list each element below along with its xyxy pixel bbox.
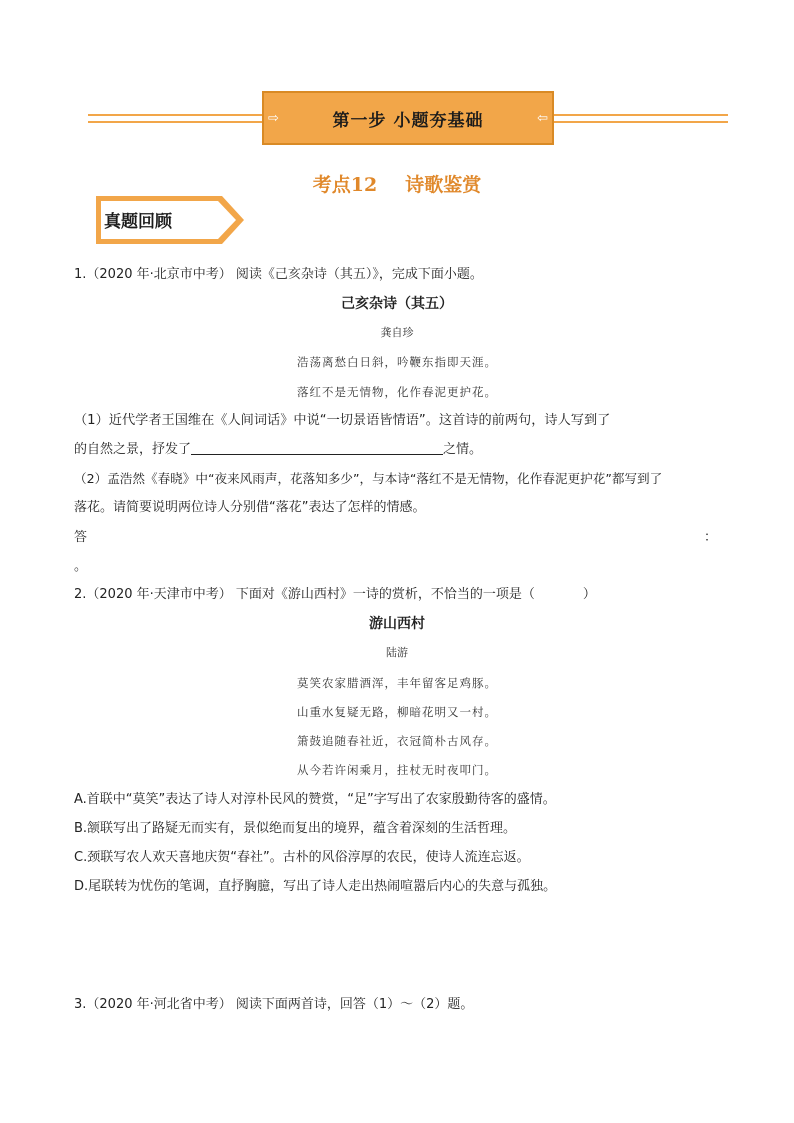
q2-poem-line-2: 山重水复疑无路，柳暗花明又一村。: [297, 705, 497, 719]
q2-poem-author: 陆游: [386, 646, 408, 659]
q2-poem-line-3: 箫鼓追随春社近，衣冠简朴古风存。: [297, 734, 497, 748]
q1-sub2-line2: 落花。请简要说明两位诗人分别借“落花”表达了怎样的情感。: [74, 500, 426, 515]
q2-option-a[interactable]: A.首联中“莫笑”表达了诗人对淳朴民风的赞赏，“足”字写出了农家殷勤待客的盛情。: [74, 792, 556, 807]
arrow-left-icon: ⇦: [537, 111, 548, 126]
q1-answer-label: 答: [74, 530, 88, 545]
q1-sub1-line2: [74, 440, 482, 460]
q2-poem-line-4: 从今若许闲乘月，拄杖无时夜叩门。: [297, 763, 497, 777]
banner-line-left-bottom: [88, 121, 262, 123]
banner-line-left-top: [88, 114, 262, 116]
q1-sub1-line1: （1）近代学者王国维在《人间词话》中说“一切景语皆情语”。这首诗的前两句，诗人写到了: [74, 413, 611, 428]
q1-answer-colon: ：: [704, 530, 718, 545]
q2-option-c[interactable]: C.颈联写农人欢天喜地庆贺“春社”。古朴的风俗淳厚的农民，使诗人流连忘返。: [74, 850, 530, 865]
q1-sub2-line1: （2）孟浩然《春晓》中“夜来风雨声，花落知多少”，与本诗“落红不是无情物，化作春泥更护花”都写到了: [74, 471, 663, 486]
section-tag-label: 真题回顾: [104, 212, 172, 232]
q2-stem: [74, 585, 596, 605]
q2-option-d[interactable]: D.尾联转为忧伤的笔调，直抒胸臆，写出了诗人走出热闹喧嚣后内心的失意与孤独。: [74, 879, 557, 894]
topic-number: 考点12: [312, 174, 378, 196]
section-tag: [96, 196, 244, 244]
q2-poem-line-1: 莫笑农家腊酒浑，丰年留客足鸡豚。: [297, 676, 497, 690]
q1-poem-line-1: 浩荡离愁白日斜，吟鞭东指即天涯。: [297, 355, 497, 369]
q1-stem: 1.（2020 年·北京市中考） 阅读《己亥杂诗（其五）》，完成下面小题。: [74, 267, 483, 282]
q2-stem-text: 2.（2020 年·天津市中考） 下面对《游山西村》一诗的赏析，不恰当的一项是（: [74, 587, 535, 602]
step-banner: [262, 91, 554, 145]
q1-poem-author: 龚自珍: [380, 326, 414, 339]
q1-sub1-prefix: 的自然之景，抒发了: [74, 442, 192, 457]
q2-option-b[interactable]: B.颔联写出了路疑无而实有，景似绝而复出的境界，蕴含着深刻的生活哲理。: [74, 821, 517, 836]
q1-poem-line-2: 落红不是无情物，化作春泥更护花。: [297, 385, 497, 399]
topic-heading: [0, 170, 794, 197]
q2-stem-close: ）: [582, 587, 596, 602]
q1-answer-blank[interactable]: [191, 440, 443, 455]
arrow-right-icon: ⇨: [268, 111, 279, 126]
q1-sub1-suffix: 之情。: [443, 442, 483, 457]
q2-poem-title: 游山西村: [369, 616, 425, 632]
q1-poem-title: 己亥杂诗（其五）: [341, 296, 453, 312]
topic-name: 诗歌鉴赏: [405, 174, 482, 196]
q3-stem: 3.（2020 年·河北省中考） 阅读下面两首诗，回答（1）～（2）题。: [74, 997, 474, 1012]
q1-answer-end: 。: [74, 559, 88, 574]
banner-title: 第一步 小题夯基础: [332, 110, 484, 131]
banner-line-right-top: [554, 114, 728, 116]
banner-line-right-bottom: [554, 121, 728, 123]
